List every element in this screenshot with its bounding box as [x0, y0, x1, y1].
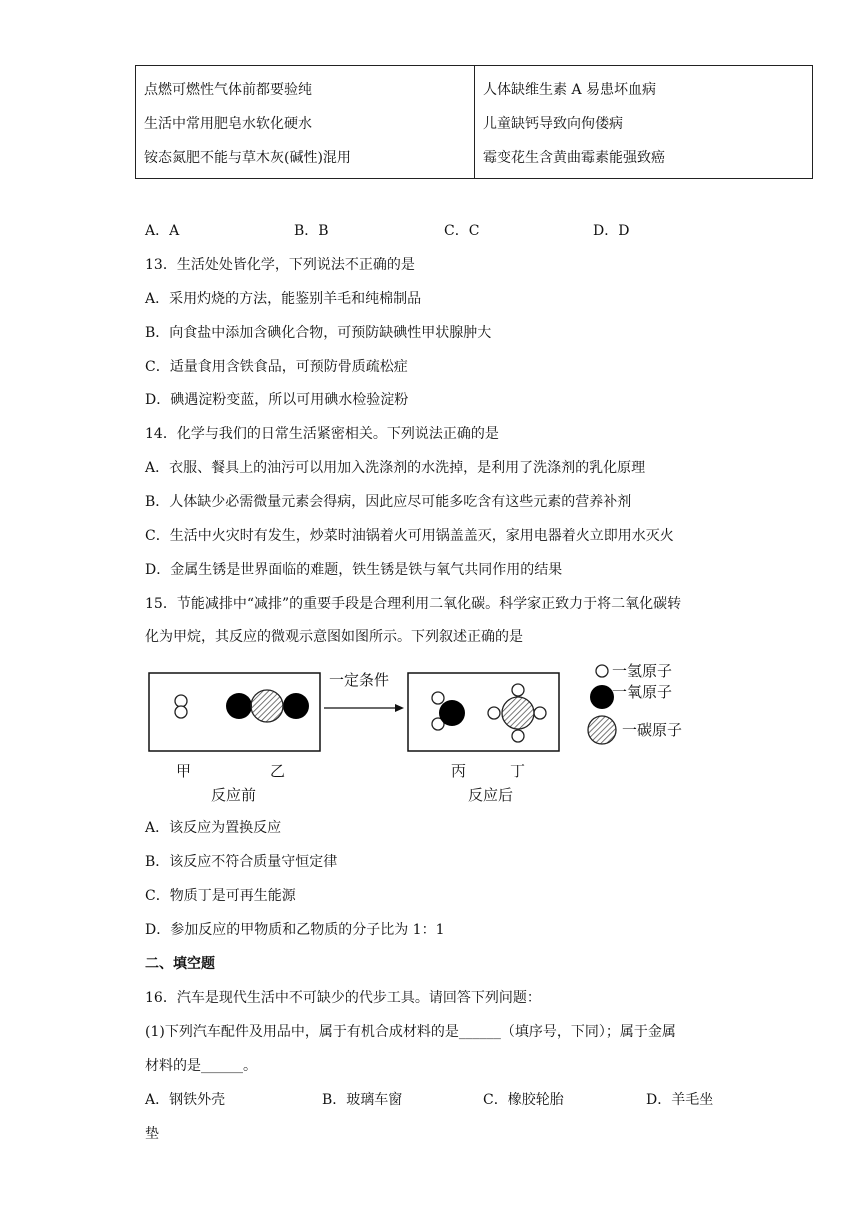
q15-option-b[interactable]: B．该反应不符合质量守恒定律	[145, 854, 338, 870]
q13-stem: 13．生活处处皆化学，下列说法不正确的是	[145, 257, 415, 273]
q16-option-d[interactable]: D．羊毛坐	[646, 1092, 714, 1108]
options-table	[135, 65, 813, 179]
q14-stem: 14．化学与我们的日常生活紧密相关。下列说法正确的是	[145, 426, 499, 442]
label-ding: 丁	[510, 762, 526, 780]
arrow-label: 一定条件	[329, 671, 390, 689]
legend	[588, 662, 682, 744]
q16-stem: 16．汽车是现代生活中不可缺少的代步工具。请回答下列问题：	[145, 990, 541, 1006]
q13-option-c[interactable]: C．适量食用含铁食品，可预防骨质疏松症	[145, 359, 408, 375]
q13-option-a[interactable]: A．采用灼烧的方法，能鉴别羊毛和纯棉制品	[145, 291, 422, 307]
table-cell: 儿童缺钙导致向佝偻病	[483, 116, 623, 132]
q12-option-d[interactable]: D．D	[593, 223, 630, 239]
label-bing: 丙	[451, 762, 467, 780]
q12-option-c[interactable]: C．C	[444, 223, 480, 239]
q16-sub1-line1: (1)下列汽车配件及用品中，属于有机合成材料的是______（填序号，下同）；属于金属	[145, 1024, 676, 1040]
table-cell: 点燃可燃性气体前都要验纯	[144, 82, 312, 98]
section-title: 二、填空题	[145, 956, 215, 972]
q16-option-b[interactable]: B．玻璃车窗	[322, 1092, 403, 1108]
q14-option-d[interactable]: D．金属生锈是世界面临的难题，铁生锈是铁与氧气共同作用的结果	[145, 562, 563, 578]
q15-option-a[interactable]: A．该反应为置换反应	[145, 820, 282, 836]
table-left-column	[136, 66, 474, 178]
molecule-co2	[226, 690, 309, 722]
q13-option-d[interactable]: D．碘遇淀粉变蓝，所以可用碘水检验淀粉	[145, 392, 409, 408]
legend-oxygen: 一氧原子	[612, 683, 673, 701]
q13-option-b[interactable]: B．向食盐中添加含碘化合物，可预防缺碘性甲状腺肿大	[145, 325, 492, 341]
q14-option-c[interactable]: C．生活中火灾时有发生，炒菜时油锅着火可用锅盖盖灭，家用电器着火立即用水灭火	[145, 528, 674, 544]
table-right-column	[474, 66, 812, 178]
q16-sub1-line2: 材料的是______。	[145, 1058, 257, 1074]
q16-option-a[interactable]: A．钢铁外壳	[145, 1092, 226, 1108]
label-jia: 甲	[176, 762, 192, 780]
q15-option-c[interactable]: C．物质丁是可再生能源	[145, 888, 296, 904]
table-cell: 铵态氮肥不能与草木灰(碱性)混用	[144, 150, 351, 166]
label-yi: 乙	[270, 762, 286, 780]
legend-carbon: 一碳原子	[622, 721, 683, 739]
table-cell: 霉变花生含黄曲霉素能强致癌	[483, 150, 665, 166]
q14-option-a[interactable]: A．衣服、餐具上的油污可以用加入洗涤剂的水洗掉，是利用了洗涤剂的乳化原理	[145, 460, 646, 476]
molecule-ch4	[488, 684, 546, 742]
q16-option-c[interactable]: C．橡胶轮胎	[483, 1092, 564, 1108]
table-cell: 人体缺维生素 A 易患坏血病	[483, 82, 657, 98]
molecule-h2o	[432, 692, 465, 730]
q14-option-b[interactable]: B．人体缺少必需微量元素会得病，因此应尽可能多吃含有这些元素的营养补剂	[145, 494, 632, 510]
molecule-h2	[175, 695, 187, 718]
q15-stem-line2: 化为甲烷，其反应的微观示意图如图所示。下列叙述正确的是	[145, 629, 523, 645]
q12-option-b[interactable]: B．B	[294, 223, 329, 239]
q15-stem-line1: 15．节能减排中“减排”的重要手段是合理利用二氧化碳。科学家正致力于将二氧化碳转	[145, 596, 682, 612]
reaction-diagram	[140, 655, 720, 810]
q15-option-d[interactable]: D．参加反应的甲物质和乙物质的分子比为 1：1	[145, 922, 445, 938]
label-after: 反应后	[468, 786, 514, 804]
q16-option-d-wrap: 垫	[145, 1126, 159, 1142]
q12-option-a[interactable]: A．A	[145, 223, 180, 239]
table-cell: 生活中常用肥皂水软化硬水	[144, 116, 312, 132]
legend-hydrogen: 一氢原子	[612, 662, 673, 680]
label-before: 反应前	[211, 786, 257, 804]
